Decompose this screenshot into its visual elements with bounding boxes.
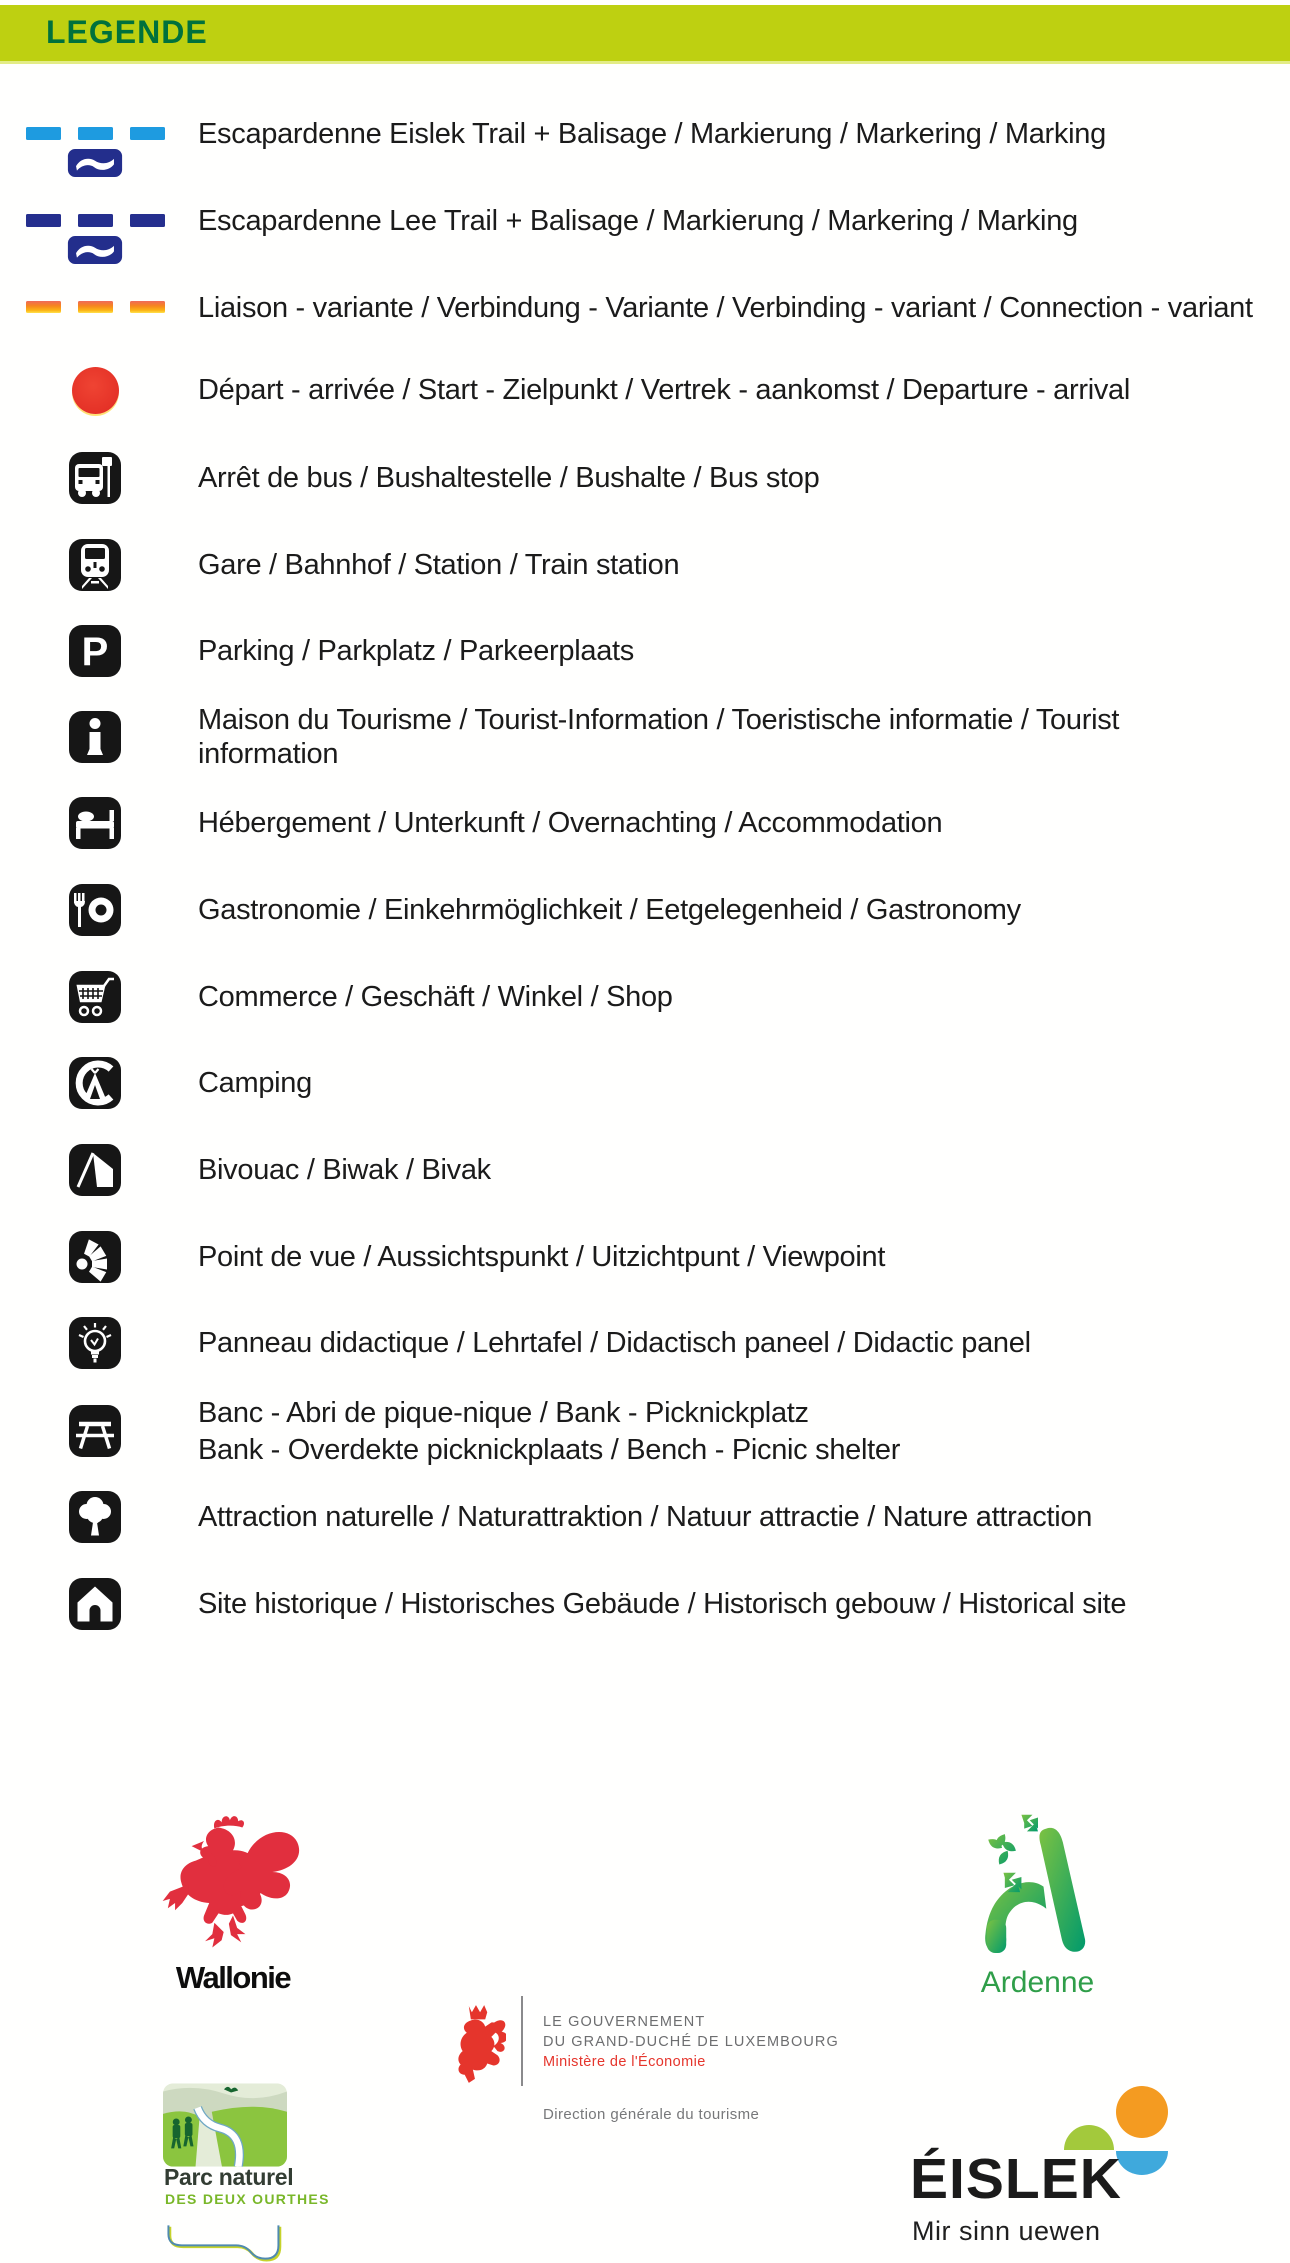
legend-label: Maison du Tourisme / Tourist-Information / Toeristische informatie / Tourist information (198, 704, 1120, 770)
svg-text:P: P (81, 630, 109, 674)
legend-label: Escapardenne Lee Trail + Balisage / Markierung / Markering / Marking (198, 205, 1078, 237)
legend-row (0, 178, 1290, 264)
legend-row (0, 347, 1290, 433)
house-icon (66, 1561, 124, 1647)
legend-label: Liaison - variante / Verbindung - Variante / Verbinding - variant / Connection - variant (198, 292, 1253, 324)
tree-icon (66, 1474, 124, 1560)
luxembourg-lion-logo (448, 2002, 506, 2086)
camping-icon (66, 1040, 124, 1126)
parc-deux-ourthes-wordmark: DES DEUX OURTHES (165, 2191, 330, 2207)
luxembourg-government-text (543, 2012, 839, 2072)
legend-label: Point de vue / Aussichtspunkt / Uitzichtpunt / Viewpoint (198, 1241, 886, 1273)
legend-row (0, 608, 1290, 694)
viewpoint-icon (66, 1214, 124, 1300)
ardenne-logo (968, 1812, 1108, 1964)
legend-row (0, 1214, 1290, 1300)
legend-row (0, 780, 1290, 866)
bed-icon (66, 780, 124, 866)
parc-curve-decoration (161, 2222, 287, 2262)
parc-naturel-logo (163, 2083, 287, 2167)
page-title: LEGENDE (46, 14, 208, 50)
legend-label: Gare / Bahnhof / Station / Train station (198, 549, 680, 581)
legend-label: Arrêt de bus / Bushaltestelle / Bushalte / Bus stop (198, 462, 820, 494)
lee-trail-marker (20, 178, 170, 264)
legend-row (0, 1561, 1290, 1647)
legend-row (0, 435, 1290, 521)
legend-row (0, 1040, 1290, 1126)
lux-ministry: Ministère de l'Économie (543, 2054, 706, 2070)
legend-label: Départ - arrivée / Start - Zielpunkt / Vertrek - aankomst / Departure - arrival (198, 374, 1131, 406)
legend-label: Bivouac / Biwak / Bivak (198, 1154, 491, 1186)
eislek-tagline: Mir sinn uewen (912, 2216, 1101, 2246)
parc-naturel-wordmark: Parc naturel (164, 2164, 294, 2190)
legend-label: Panneau didactique / Lehrtafel / Didactisch paneel / Didactic panel (198, 1327, 1031, 1359)
legend-label: Banc - Abri de pique-nique / Bank - Picknickplatz Bank - Overdekte picknickplaats / Bench - Picnic shelter (198, 1396, 901, 1466)
legend-label: Parking / Parkplatz / Parkeerplaats (198, 635, 634, 667)
picnic-icon (66, 1388, 124, 1474)
legend-row (0, 867, 1290, 953)
legend-label: Camping (198, 1067, 312, 1099)
luxembourg-logo-divider (521, 1996, 523, 2086)
legend-row (0, 265, 1290, 351)
legend-label: Escapardenne Eislek Trail + Balisage / Markierung / Markering / Marking (198, 118, 1106, 150)
eislek-wordmark: ÉISLEK (910, 2147, 1122, 2211)
legend-row (0, 91, 1290, 177)
info-icon (66, 694, 124, 780)
parking-icon (66, 608, 124, 694)
legend-row (0, 1388, 1290, 1474)
legend-row (0, 954, 1290, 1040)
lux-line1: LE GOUVERNEMENT (543, 2014, 706, 2030)
start-finish-dot (66, 347, 124, 433)
wallonie-rooster-logo (160, 1812, 306, 1962)
eislek-trail-marker (20, 91, 170, 177)
wallonie-wordmark: Wallonie (175, 1960, 291, 1995)
didactic-panel-icon (66, 1300, 124, 1386)
restaurant-icon (66, 867, 124, 953)
legend-row (0, 694, 1290, 780)
lux-line2: DU GRAND-DUCHÉ DE LUXEMBOURG (543, 2034, 839, 2050)
legend-row (0, 1127, 1290, 1213)
legend-label: Attraction naturelle / Naturattraktion / Natuur attractie / Nature attraction (198, 1501, 1093, 1533)
liaison-line (20, 265, 170, 351)
ardenne-wordmark: Ardenne (980, 1966, 1095, 1999)
lux-direction-tourisme: Direction générale du tourisme (543, 2106, 760, 2123)
train-icon (66, 522, 124, 608)
legend-row (0, 1300, 1290, 1386)
legend-label: Commerce / Geschäft / Winkel / Shop (198, 981, 673, 1013)
bus-icon (66, 435, 124, 521)
legend-label: Hébergement / Unterkunft / Overnachting / Accommodation (198, 807, 943, 839)
bivouac-icon (66, 1127, 124, 1213)
legend-header-bar (0, 5, 1290, 64)
cart-icon (66, 954, 124, 1040)
legend-row (0, 1474, 1290, 1560)
legend-row (0, 522, 1290, 608)
legend-label: Gastronomie / Einkehrmöglichkeit / Eetgelegenheid / Gastronomy (198, 894, 1021, 926)
legend-label: Site historique / Historisches Gebäude / Historisch gebouw / Historical site (198, 1588, 1127, 1620)
